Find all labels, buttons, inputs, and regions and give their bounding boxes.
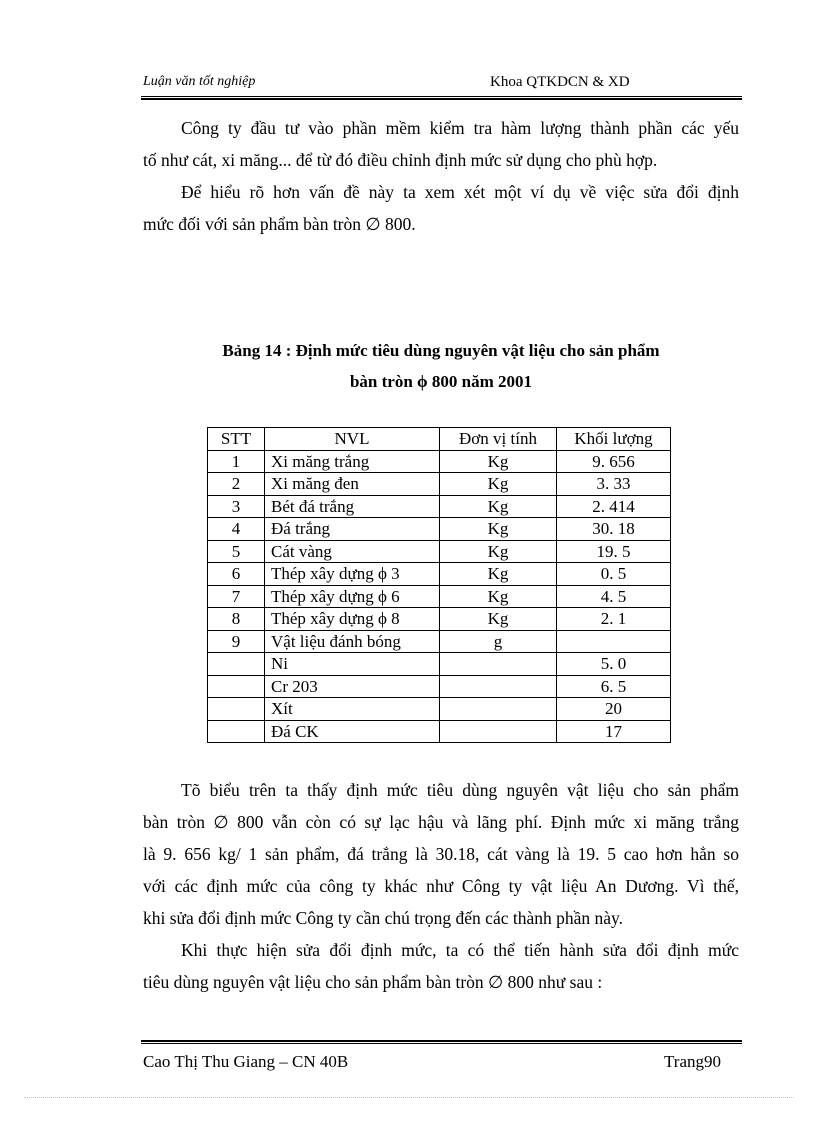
cell-unit: g <box>440 630 557 653</box>
cell-unit <box>440 698 557 721</box>
analysis-paragraph-2 <box>143 934 739 998</box>
cell-stt <box>208 698 265 721</box>
analysis-paragraph-1 <box>143 774 739 934</box>
cell-quantity: 20 <box>557 698 671 721</box>
table-row <box>208 608 671 631</box>
cell-stt: 5 <box>208 540 265 563</box>
cell-stt: 9 <box>208 630 265 653</box>
text-line: Công ty đầu tư vào phần mềm kiểm tra hàm lượng thành phần các yếu <box>181 118 739 138</box>
cell-stt <box>208 675 265 698</box>
cell-stt <box>208 653 265 676</box>
cell-quantity: 3. 33 <box>557 473 671 496</box>
cell-unit <box>440 653 557 676</box>
cell-stt: 2 <box>208 473 265 496</box>
cell-unit: Kg <box>440 450 557 473</box>
header-quantity: Khối lượng <box>557 428 671 451</box>
cell-material: Cát vàng <box>265 540 440 563</box>
header-unit: Đơn vị tính <box>440 428 557 451</box>
cell-unit <box>440 720 557 743</box>
header-nvl: NVL <box>265 428 440 451</box>
text-line: là 9. 656 kg/ 1 sản phẩm, đá trắng là 30.18, cát vàng là 19. 5 cao hơn hẳn so <box>143 844 739 864</box>
cell-quantity: 0. 5 <box>557 563 671 586</box>
table-row <box>208 698 671 721</box>
text-line: với các định mức của công ty khác như Công ty vật liệu An Dương. Vì thế, <box>143 876 739 896</box>
cell-material: Đá trắng <box>265 518 440 541</box>
page-break-line <box>24 1097 794 1098</box>
text-line: bàn tròn ∅ 800 vẫn còn có sự lạc hậu và lãng phí. Định mức xi măng trắng <box>143 812 739 832</box>
cell-material: Vật liệu đánh bóng <box>265 630 440 653</box>
intro-paragraph-1 <box>143 112 739 176</box>
cell-material: Đá CK <box>265 720 440 743</box>
table-row <box>208 630 671 653</box>
table-row <box>208 563 671 586</box>
table-row <box>208 653 671 676</box>
cell-quantity: 2. 414 <box>557 495 671 518</box>
intro-paragraph-2 <box>143 176 739 240</box>
cell-unit: Kg <box>440 495 557 518</box>
text-line: mức đối với sản phẩm bàn tròn ∅ 800. <box>143 214 416 234</box>
text-line: tiêu dùng nguyên vật liệu cho sản phẩm bàn tròn ∅ 800 như sau : <box>143 972 603 992</box>
cell-material: Thép xây dựng ϕ 3 <box>265 563 440 586</box>
cell-quantity <box>557 630 671 653</box>
cell-quantity: 6. 5 <box>557 675 671 698</box>
cell-stt: 7 <box>208 585 265 608</box>
cell-stt: 1 <box>208 450 265 473</box>
text-line: khi sửa đổi định mức Công ty cần chú trọng đến các thành phần này. <box>143 908 624 928</box>
footer-author: Cao Thị Thu Giang – CN 40B <box>143 1052 349 1071</box>
table-header-row <box>208 428 671 451</box>
page-header <box>143 72 741 96</box>
text-line: tố như cát, xi măng... để từ đó điều chỉnh định mức sử dụng cho phù hợp. <box>143 150 658 170</box>
table-row <box>208 540 671 563</box>
text-line: Để hiểu rõ hơn vấn đề này ta xem xét một ví dụ về việc sửa đổi định <box>181 182 739 202</box>
cell-material: Xít <box>265 698 440 721</box>
cell-unit: Kg <box>440 518 557 541</box>
text-line: Tõ biểu trên ta thấy định mức tiêu dùng nguyên vật liệu cho sản phẩm <box>181 780 739 800</box>
table-row <box>208 473 671 496</box>
cell-material: Bét đá trắng <box>265 495 440 518</box>
table-row <box>208 518 671 541</box>
cell-material: Cr 203 <box>265 675 440 698</box>
cell-material: Xi măng trắng <box>265 450 440 473</box>
text-line: Khi thực hiện sửa đổi định mức, ta có thể tiến hành sửa đổi định mức <box>181 940 739 960</box>
cell-unit: Kg <box>440 585 557 608</box>
cell-material: Xi măng đen <box>265 473 440 496</box>
cell-quantity: 30. 18 <box>557 518 671 541</box>
cell-quantity: 17 <box>557 720 671 743</box>
cell-unit: Kg <box>440 563 557 586</box>
cell-quantity: 2. 1 <box>557 608 671 631</box>
cell-stt: 4 <box>208 518 265 541</box>
footer-rule <box>141 1040 742 1044</box>
cell-unit: Kg <box>440 473 557 496</box>
table-row <box>208 450 671 473</box>
cell-quantity: 19. 5 <box>557 540 671 563</box>
cell-quantity: 9. 656 <box>557 450 671 473</box>
cell-quantity: 4. 5 <box>557 585 671 608</box>
cell-stt: 8 <box>208 608 265 631</box>
table-caption-line-2: bàn tròn ϕ 800 năm 2001 <box>349 372 533 391</box>
header-rule <box>141 96 742 100</box>
table-row <box>208 585 671 608</box>
cell-stt: 6 <box>208 563 265 586</box>
table-row <box>208 720 671 743</box>
cell-material: Thép xây dựng ϕ 8 <box>265 608 440 631</box>
cell-unit: Kg <box>440 540 557 563</box>
header-thesis-label: Luận văn tốt nghiệp <box>143 74 256 89</box>
material-norm-table <box>207 427 671 743</box>
table-row <box>208 675 671 698</box>
table-caption-line-1: Bảng 14 : Định mức tiêu dùng nguyên vật liệu cho sản phẩm <box>222 341 660 360</box>
cell-material: Thép xây dựng ϕ 6 <box>265 585 440 608</box>
table-row <box>208 495 671 518</box>
cell-stt <box>208 720 265 743</box>
cell-material: Ni <box>265 653 440 676</box>
cell-stt: 3 <box>208 495 265 518</box>
header-stt: STT <box>208 428 265 451</box>
cell-quantity: 5. 0 <box>557 653 671 676</box>
cell-unit <box>440 675 557 698</box>
cell-unit: Kg <box>440 608 557 631</box>
table-caption <box>143 335 739 397</box>
header-faculty-label: Khoa QTKDCN & XD <box>490 74 630 90</box>
footer-page-number: Trang90 <box>664 1052 721 1071</box>
